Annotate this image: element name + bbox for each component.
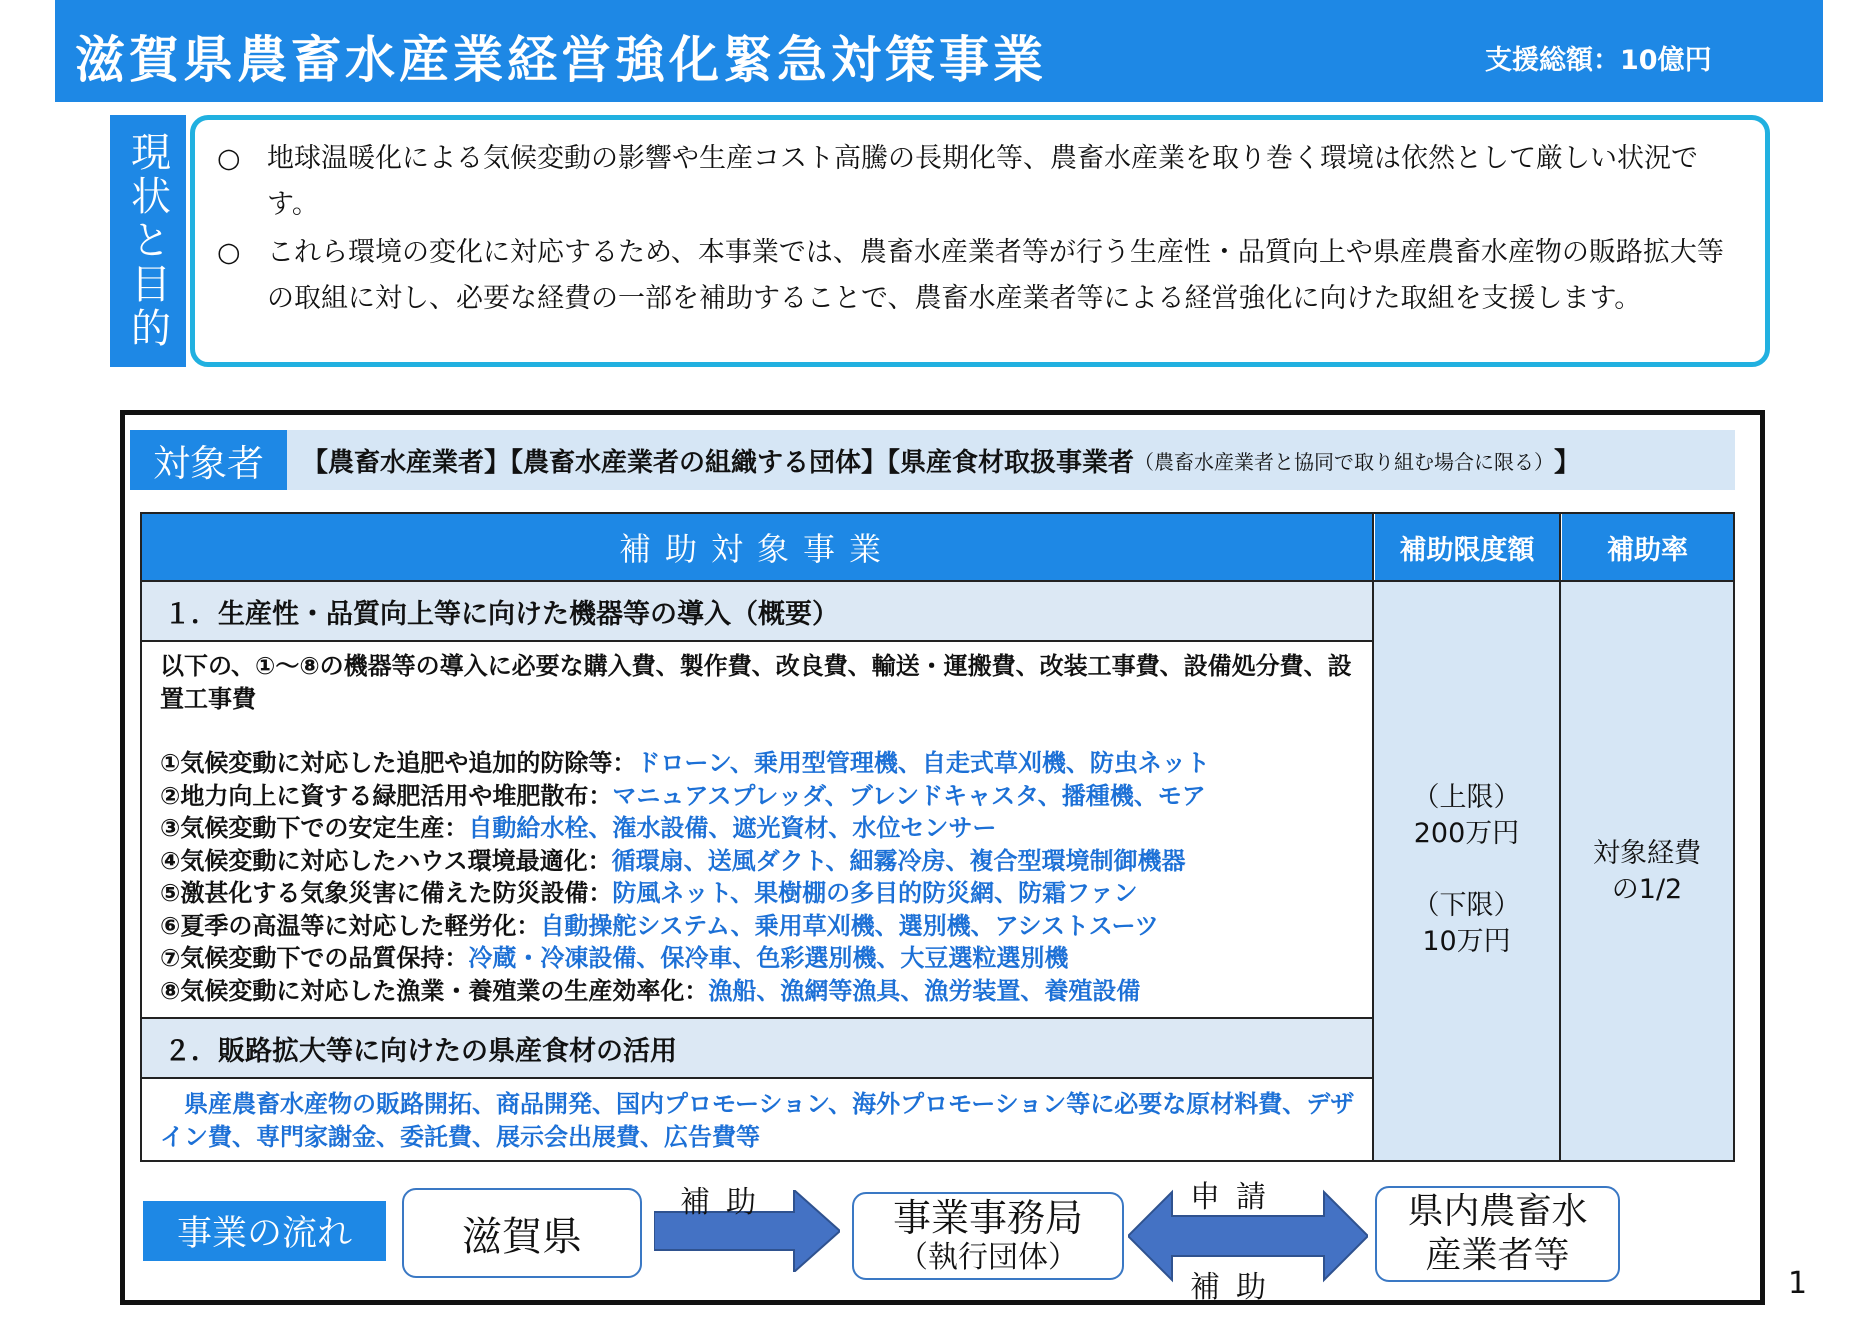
target-label: 対象者 — [130, 430, 287, 490]
purpose-label: 現状と目的 — [124, 131, 171, 351]
item-examples: 漁船、漁網等漁具、漁労装置、養殖設備 — [708, 976, 1141, 1005]
page-title: 滋賀県農畜水産業経営強化緊急対策事業 — [75, 31, 1047, 89]
item-label: ⑧気候変動に対応した漁業・養殖業の生産効率化： — [160, 976, 709, 1005]
lower-limit-label: （下限） — [1412, 890, 1521, 921]
target-close: 】 — [1554, 447, 1581, 478]
item-label: ④気候変動に対応したハウス環境最適化： — [160, 846, 612, 875]
item-label: ①気候変動に対応した追肥や追加的防除等： — [160, 749, 637, 777]
section1-heading: １．生産性・品質向上等に向けた機器等の導入（概要） — [142, 582, 1372, 640]
table-divider — [1372, 514, 1374, 1160]
section2-body: 県産農畜水産物の販路開拓、商品開発、国内プロモーション、海外プロモーション等に必要な原材料費、デザイン費、専門家謝金、委託費、展示会出展費、広告費等 — [160, 1090, 1355, 1151]
page-number: 1 — [1788, 1266, 1808, 1301]
list-item — [160, 845, 1370, 878]
table-header-rate: 補助率 — [1562, 514, 1733, 580]
list-item — [160, 910, 1370, 943]
list-item — [160, 812, 1370, 845]
item-examples: 自動操舵システム、乗用草刈機、選別機、アシストスーツ — [540, 911, 1159, 940]
table-divider — [142, 640, 1372, 642]
target-text: 【農畜水産業者】【農畜水産業者の組織する団体】【県産食材取扱事業者 — [302, 447, 1135, 478]
list-item — [160, 747, 1370, 780]
equipment-list — [160, 747, 1370, 1007]
list-item — [160, 942, 1370, 975]
item-examples: ドローン、乗用型管理機、自走式草刈機、防虫ネット — [636, 749, 1210, 777]
item-label: ⑥夏季の高温等に対応した軽労化： — [160, 911, 541, 940]
item-examples: 自動給水栓、潅水設備、遮光資材、水位センサー — [468, 814, 997, 842]
item-label: ⑤激甚化する気象災害に備えた防災設備： — [160, 879, 613, 907]
list-item — [160, 975, 1370, 1008]
item-examples: 防風ネット、果樹棚の多目的防災網、防霜ファン — [612, 879, 1138, 907]
target-description — [302, 430, 1580, 490]
flow-shiga-text: 滋賀県 — [462, 1213, 582, 1260]
item-examples: マニュアスプレッダ、ブレンドキャスタ、播種機、モア — [612, 781, 1206, 810]
item-label: ⑦気候変動下での品質保持： — [160, 944, 469, 972]
rate-line2: の1/2 — [1611, 874, 1683, 905]
flow-farmers-line2: 産業者等 — [1425, 1235, 1570, 1276]
bullet-circle: ○ — [217, 237, 241, 268]
flow-farmers-line1: 県内農畜水 — [1407, 1191, 1588, 1232]
flow-subsidy-label: 補助 — [1190, 1270, 1282, 1305]
flow-box-office — [852, 1192, 1124, 1280]
list-item — [160, 780, 1370, 813]
table-header-limit: 補助限度額 — [1375, 514, 1559, 580]
item-examples: 冷蔵・冷凍設備、保冷車、色彩選別機、大豆選粒選別機 — [468, 944, 1069, 972]
flow-box-shiga — [402, 1188, 642, 1278]
list-item — [160, 877, 1370, 910]
section1-intro: 以下の、①～⑧の機器等の導入に必要な購入費、製作費、改良費、輸送・運搬費、改装工事費、設備処分費、設置工事費 — [160, 652, 1352, 713]
table-header-main: 補助対象事業 — [142, 514, 1372, 580]
upper-limit-label: （上限） — [1412, 782, 1521, 813]
purpose-box — [190, 115, 1770, 367]
target-note: （農畜水産業者と協同で取り組む場合に限る） — [1134, 449, 1555, 474]
rate-line1: 対象経費 — [1593, 838, 1701, 869]
item-label: ③気候変動下での安定生産： — [160, 814, 469, 842]
lower-limit-value: 10万円 — [1422, 926, 1511, 957]
purpose-text: これら環境の変化に対応するため、本事業では、農畜水産業者等が行う生産性・品質向上や県産農畜水産物の販路拡大等の取組に対し、必要な経費の一部を補助することで、農畜水産業者等による経営強化に向けた取組を支援します。 — [267, 237, 1724, 314]
table-divider — [142, 1077, 1372, 1079]
rate-values — [1563, 836, 1731, 908]
purpose-tab — [110, 115, 186, 367]
budget-total: 支援総額：10億円 — [1485, 45, 1712, 76]
upper-limit-value: 200万円 — [1413, 818, 1520, 849]
flow-box-farmers — [1375, 1186, 1620, 1282]
flow-label: 事業の流れ — [143, 1201, 386, 1261]
bullet-circle: ○ — [217, 143, 241, 174]
table-divider — [142, 1017, 1372, 1019]
flow-office-sub: （執行団体） — [898, 1240, 1078, 1275]
purpose-text: 地球温暖化による気候変動の影響や生産コスト高騰の長期化等、農畜水産業を取り巻く環境は依然として厳しい状況です。 — [267, 143, 1698, 220]
limit-values — [1376, 780, 1557, 960]
purpose-paragraph — [217, 136, 1741, 228]
section2-heading: ２．販路拡大等に向けたの県産食材の活用 — [142, 1019, 1372, 1077]
table-divider — [1559, 514, 1561, 1160]
purpose-paragraph — [217, 230, 1741, 322]
table-divider — [142, 580, 1733, 582]
item-label: ②地力向上に資する緑肥活用や堆肥散布： — [160, 781, 613, 810]
flow-subsidy-label: 補助 — [680, 1185, 772, 1220]
flow-office-name: 事業事務局 — [892, 1196, 1083, 1240]
item-examples: 循環扇、送風ダクト、細霧冷房、複合型環境制御機器 — [611, 846, 1186, 875]
flow-apply-label: 申請 — [1190, 1180, 1282, 1215]
